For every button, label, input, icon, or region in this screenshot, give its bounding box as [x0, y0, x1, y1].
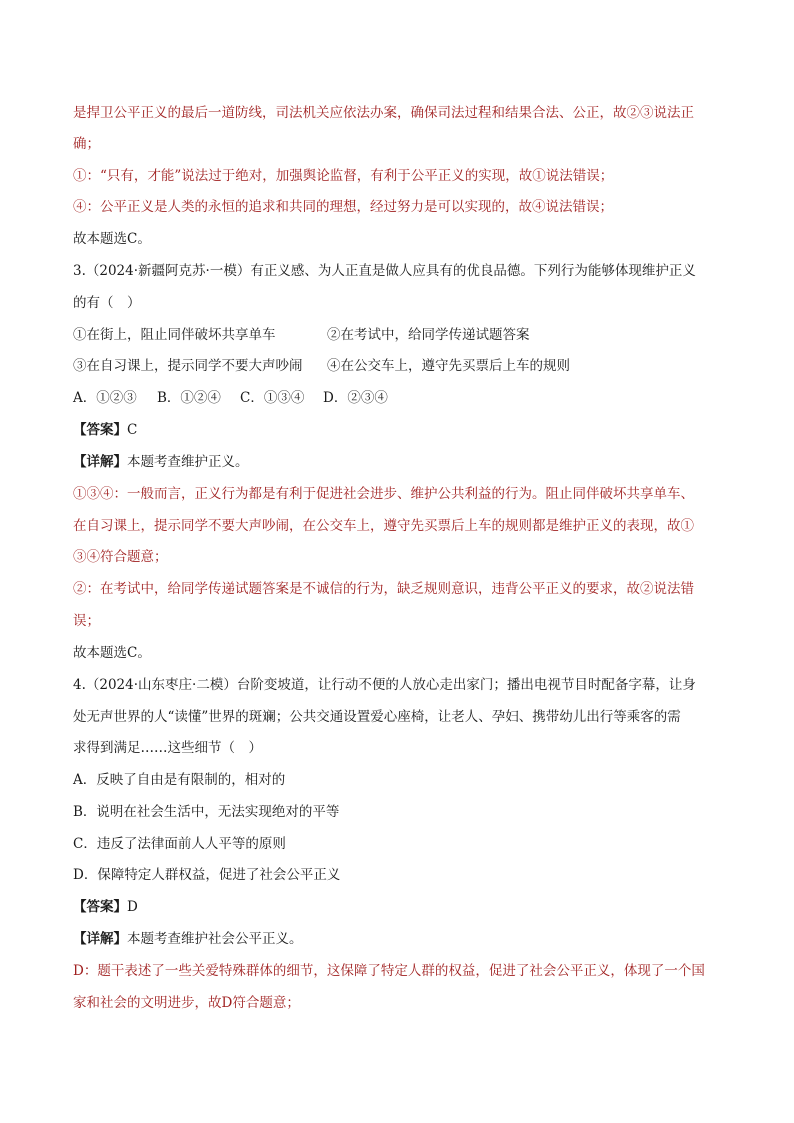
explanation-line: ③④符合题意；	[73, 549, 168, 565]
explanation-line: 误；	[73, 613, 100, 629]
explanation-line: D：题干表述了一些关爱特殊群体的细节，这保障了特定人群的权益，促进了社会公平正义，体现了一个国	[73, 963, 705, 979]
explanation-line: 确；	[73, 136, 100, 152]
detail-tag: 【详解】	[73, 931, 127, 947]
detail-tag: 【详解】	[73, 454, 127, 470]
answer-line	[73, 420, 733, 440]
choice-a: A．①②③	[73, 390, 137, 406]
statement-4: ④在公交车上，遵守先买票后上车的规则	[327, 358, 570, 374]
explanation-line: 家和社会的文明进步，故D符合题意；	[73, 995, 300, 1011]
question-3-stem: 3.（2024·新疆阿克苏·一模）有正义感、为人正直是做人应具有的优良品德。下列行为能够体现维护正义	[73, 263, 696, 279]
option-c: C．违反了法律面前人人平等的原则	[73, 836, 286, 852]
detail-text: 本题考查维护社会公平正义。	[127, 931, 303, 947]
option-d: D．保障特定人群权益，促进了社会公平正义	[73, 867, 341, 883]
explanation-line: ①③④：一般而言，正义行为都是有利于促进社会进步、维护公共利益的行为。阻止同伴破坏共享单车、	[73, 486, 694, 502]
option-b: B．说明在社会生活中，无法实现绝对的平等	[73, 804, 340, 820]
answer-value: C	[127, 422, 138, 438]
choice-b: B．①②④	[157, 390, 221, 406]
conclusion-line: 故本题选C。	[73, 231, 151, 247]
detail-line	[73, 929, 733, 949]
explanation-line: 是捍卫公平正义的最后一道防线，司法机关应依法办案，确保司法过程和结果合法、公正，故②③说法正	[73, 105, 694, 121]
question-4-stem: 4.（2024·山东枣庄·二模）台阶变坡道，让行动不便的人放心走出家门；播出电视节目时配备字幕，让身	[73, 677, 696, 693]
choice-d: D．②③④	[323, 390, 388, 406]
explanation-line: 在自习课上，提示同学不要大声吵闹，在公交车上，遵守先买票后上车的规则都是维护正义的表现，故①	[73, 518, 694, 534]
answer-value: D	[127, 899, 138, 915]
answer-tag: 【答案】	[73, 899, 127, 915]
option-a: A．反映了自由是有限制的，相对的	[73, 772, 286, 788]
explanation-line: ④：公平正义是人类的永恒的追求和共同的理想，经过努力是可以实现的，故④说法错误；	[73, 199, 613, 215]
explanation-line: ②：在考试中，给同学传递试题答案是不诚信的行为，缺乏规则意识，违背公平正义的要求，故②说法错	[73, 581, 694, 597]
detail-text: 本题考查维护正义。	[127, 454, 249, 470]
statement-2: ②在考试中，给同学传递试题答案	[327, 327, 530, 343]
answer-tag: 【答案】	[73, 422, 127, 438]
detail-line	[73, 452, 733, 472]
answer-line	[73, 897, 733, 917]
question-4-stem: 处无声世界的人“读懂”世界的斑斓；公共交通设置爱心座椅，让老人、孕妇、携带幼儿出行等乘客的需	[73, 709, 681, 725]
choice-c: C．①③④	[240, 390, 305, 406]
question-3-stem: 的有（ ）	[73, 295, 141, 311]
explanation-line: ①：“只有，才能”说法过于绝对，加强舆论监督，有利于公平正义的实现，故①说法错误；	[73, 168, 614, 184]
conclusion-line: 故本题选C。	[73, 645, 151, 661]
statement-1: ①在街上，阻止同伴破坏共享单车	[73, 327, 276, 343]
question-4-stem: 求得到满足……这些细节（ ）	[73, 740, 262, 756]
statement-3: ③在自习课上，提示同学不要大声吵闹	[73, 358, 303, 374]
